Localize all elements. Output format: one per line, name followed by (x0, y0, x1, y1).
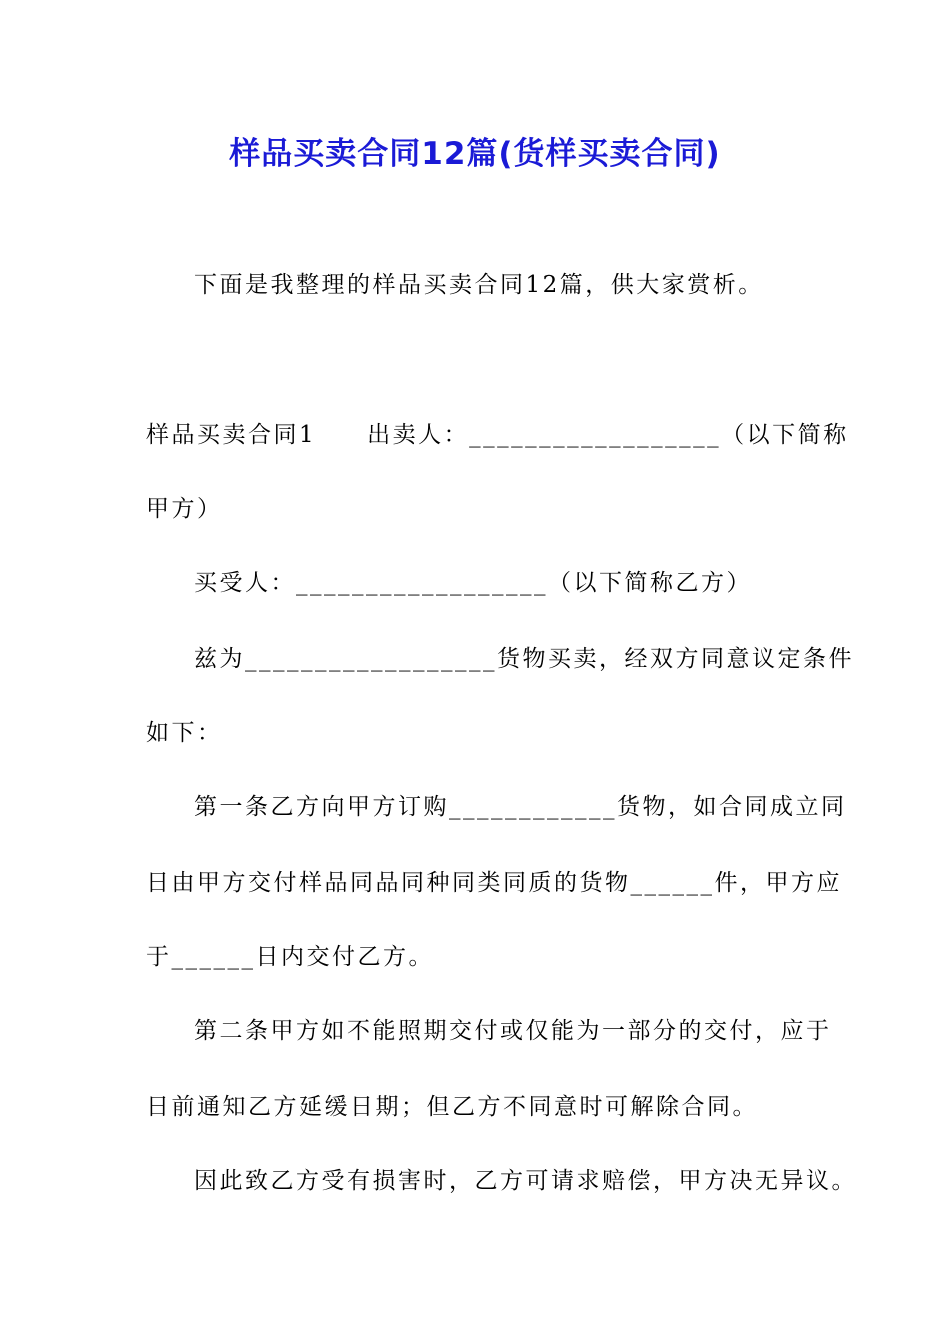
contract-line-purpose: 兹为__________________货物买卖，经双方同意议定条件 (194, 646, 854, 672)
intro-paragraph: 下面是我整理的样品买卖合同12篇，供大家赏析。 (194, 272, 764, 298)
article-2-line-2: 日前通知乙方延缓日期；但乙方不同意时可解除合同。 (146, 1094, 758, 1120)
article-1-line-3: 于______日内交付乙方。 (146, 944, 434, 970)
contract-line-buyer: 买受人：__________________（以下简称乙方） (194, 570, 752, 596)
article-1-line-2: 日由甲方交付样品同品同种同类同质的货物______件，甲方应 (146, 870, 842, 896)
contract-line-purpose-cont: 如下： (146, 720, 223, 746)
contract-line-seller-cont: 甲方） (146, 496, 223, 522)
document-title: 样品买卖合同12篇(货样买卖合同) (229, 136, 721, 172)
article-2-line-1: 第二条甲方如不能照期交付或仅能为一部分的交付，应于 (194, 1018, 832, 1044)
article-2-line-3: 因此致乙方受有损害时，乙方可请求赔偿，甲方决无异议。 (194, 1168, 857, 1194)
article-1-line-1: 第一条乙方向甲方订购____________货物，如合同成立同 (194, 794, 847, 820)
contract-line-seller: 样品买卖合同1 出卖人：__________________（以下简称 (146, 422, 849, 448)
